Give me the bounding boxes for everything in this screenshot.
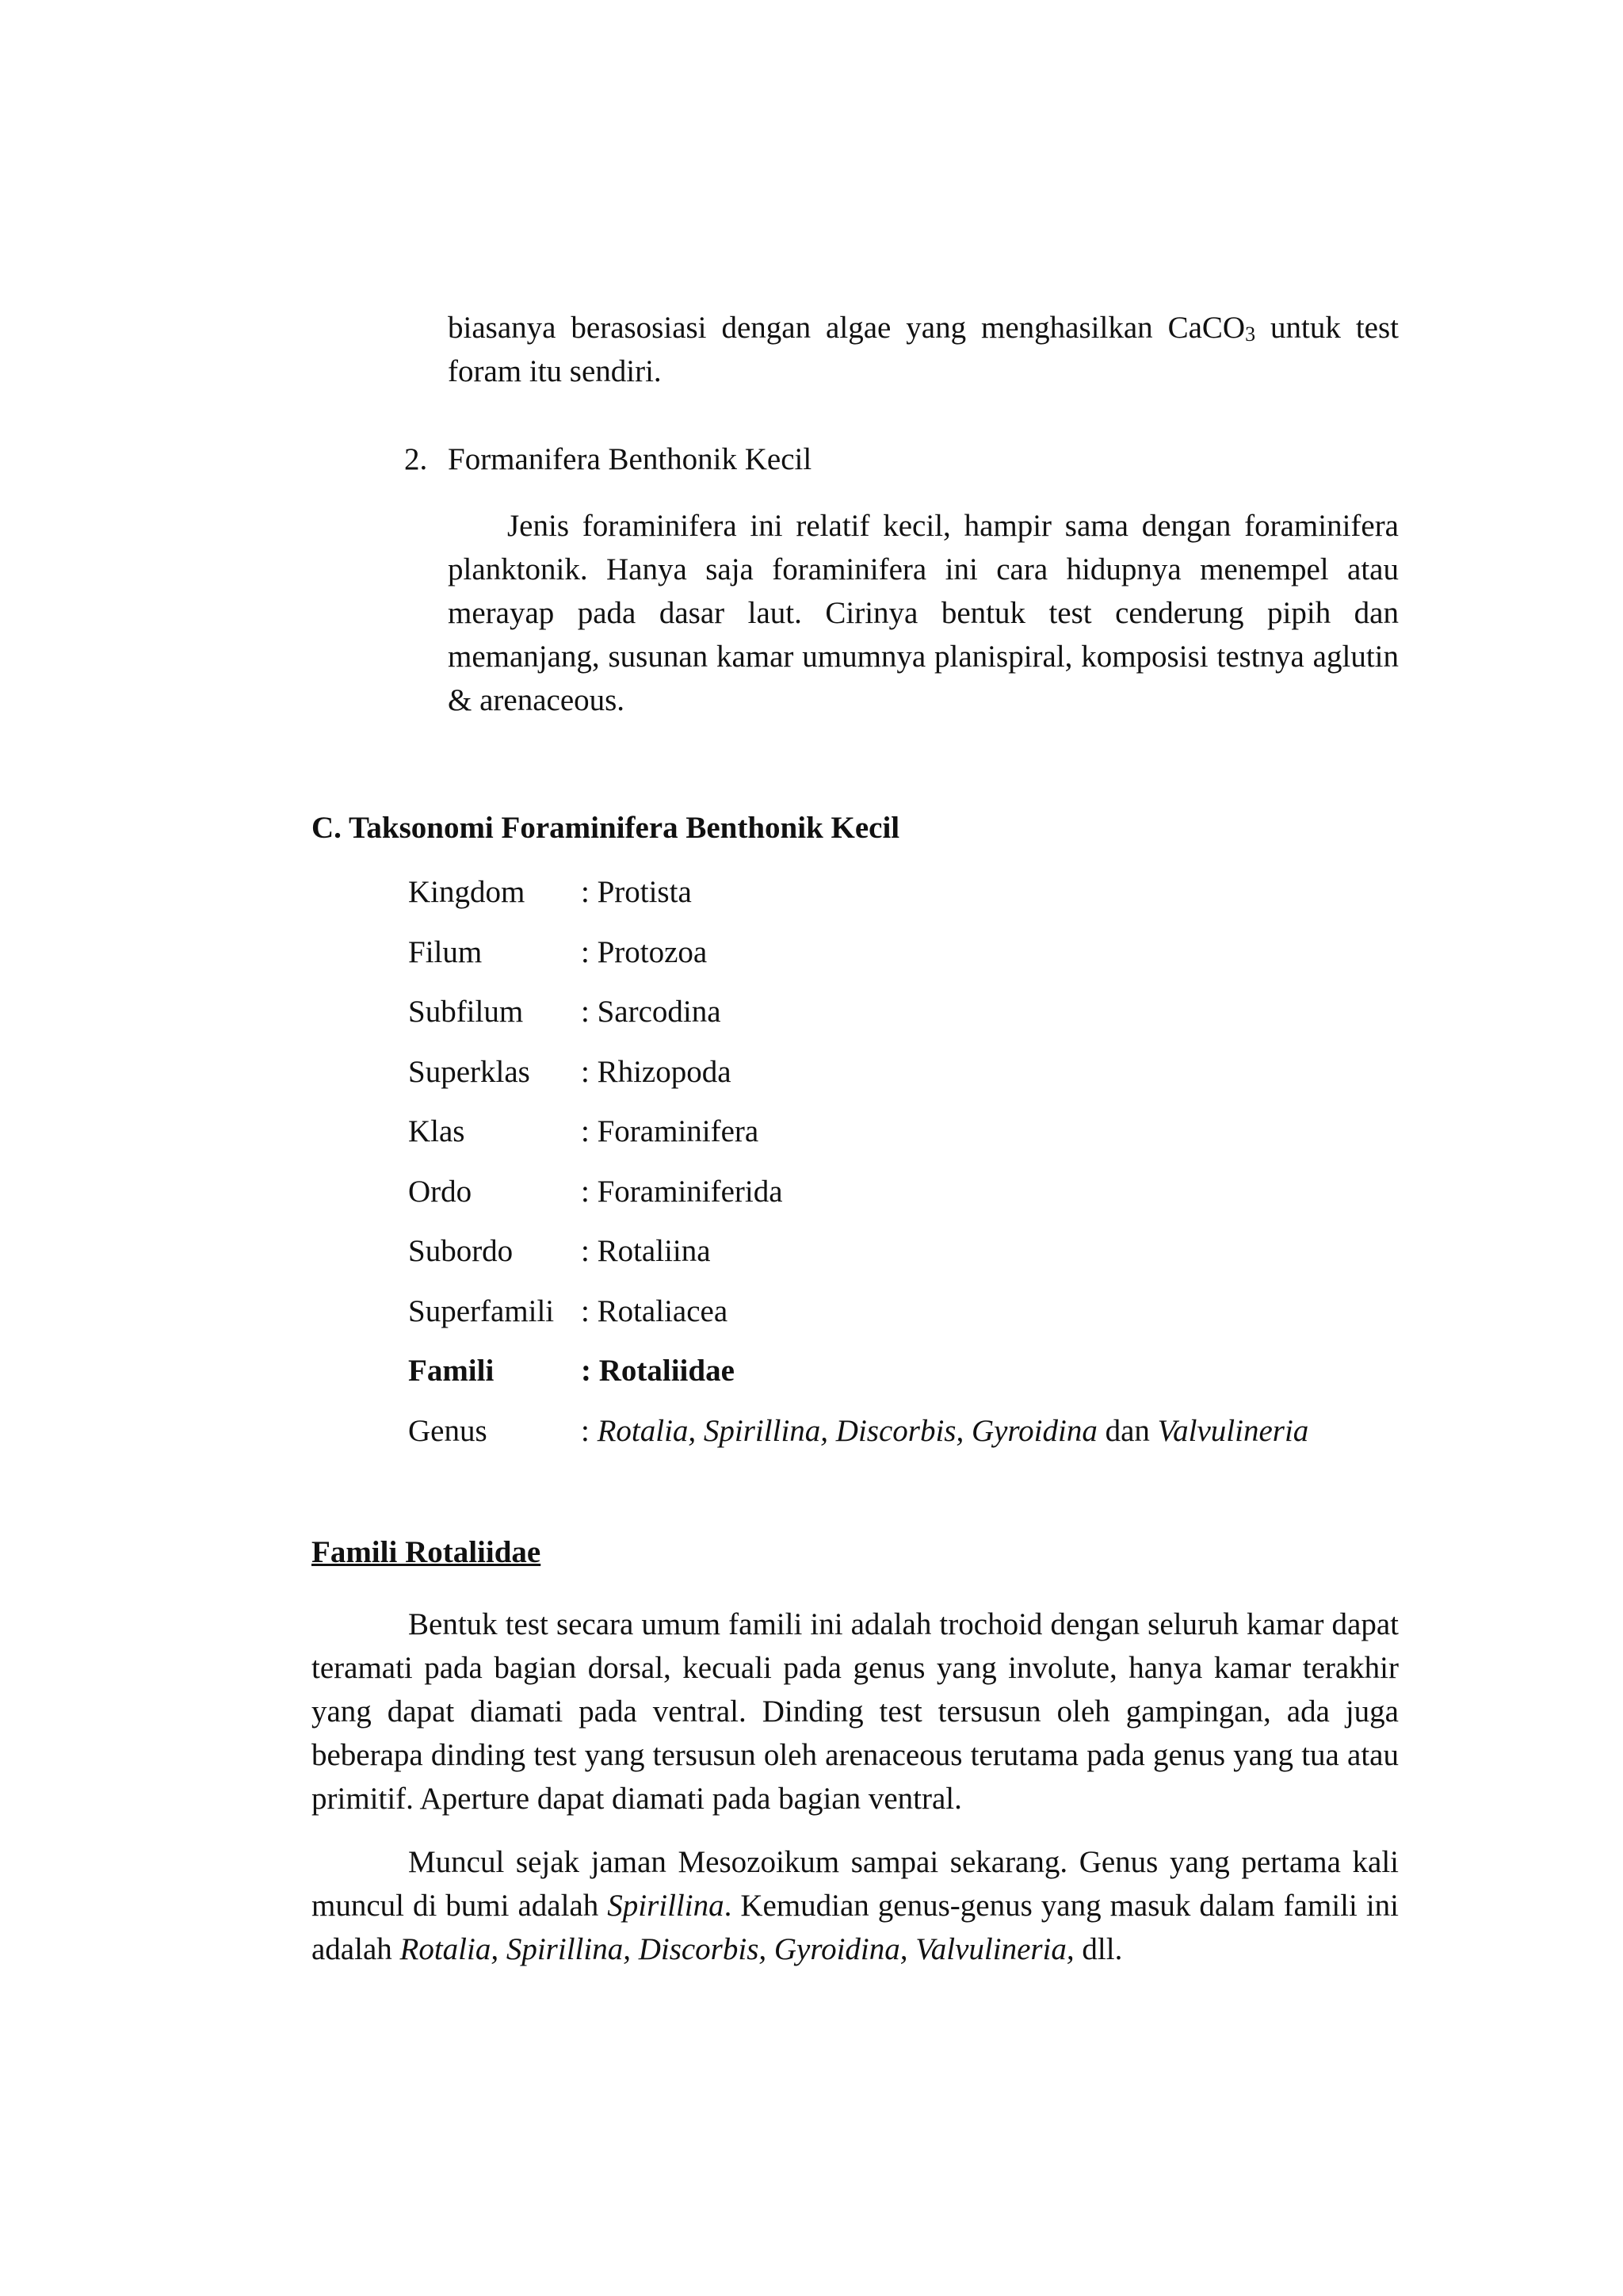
list-title: Formanifera Benthonik Kecil — [448, 442, 812, 476]
taxonomy-key: Kingdom — [408, 875, 525, 909]
paragraph-text: . Kemudian genus-genus yang masuk dalam famili ini adalah — [311, 1889, 1399, 1966]
taxonomy-value: : Foraminiferida — [581, 1174, 783, 1209]
taxonomy-row — [408, 1289, 1308, 1350]
taxonomy-value: : Rotaliacea — [581, 1293, 728, 1328]
taxonomy-value: : Protista — [581, 875, 692, 909]
taxonomy-row — [408, 1050, 1308, 1110]
taxonomy-value: : Rhizopoda — [581, 1054, 731, 1089]
taxonomy-row — [408, 870, 1308, 930]
taxonomy-row — [408, 930, 1308, 991]
list-item-title — [404, 437, 1403, 481]
list-number: 2. — [404, 442, 428, 476]
taxonomy-row — [408, 1170, 1308, 1230]
famili-paragraph-2 — [311, 1840, 1399, 1971]
taxonomy-key: Ordo — [408, 1174, 472, 1209]
famili-paragraph-1: Bentuk test secara umum famili ini adalah trochoid dengan seluruh kamar dapat teramati pada bagian dorsal, kecuali pada genus yang involute, hanya kamar terakhir yang dapat diamati pada ventral. Dinding test tersusun oleh gampingan, ada juga beberapa dinding test yang tersusun oleh arenaceous terutama pada genus yang tua atau primitif. Aperture dapat diamati pada bagian ventral. — [311, 1607, 1399, 1816]
genus-last: Valvulineria — [1157, 1413, 1309, 1448]
taxonomy-value — [581, 1414, 1308, 1448]
taxonomy-key: Subfilum — [408, 995, 524, 1029]
taxonomy-key: Filum — [408, 934, 483, 969]
taxonomy-value: : Protozoa — [581, 934, 708, 969]
taxonomy-key: Genus — [408, 1413, 487, 1448]
taxonomy-value: : Foraminifera — [581, 1114, 759, 1148]
taxonomy-table — [408, 870, 1308, 1469]
list-item-paragraph: Jenis foraminifera ini relatif kecil, hampir sama dengan foraminifera planktonik. Hanya saja foraminifera ini cara hidupnya menempel atau merayap pada dasar laut. Cirinya bentuk test cenderung pipih dan memanjang, susunan kamar umumnya planispiral, komposisi testnya aglutin & arenaceous. — [448, 509, 1399, 717]
taxonomy-row — [408, 990, 1308, 1050]
taxonomy-key: Subordo — [408, 1234, 514, 1268]
taxonomy-key: Superfamili — [408, 1293, 555, 1328]
taxonomy-row-highlighted — [408, 1349, 1308, 1409]
taxonomy-value: : Rotaliina — [581, 1234, 711, 1268]
taxonomy-row — [408, 1110, 1308, 1170]
paragraph-italic: Spirillina — [607, 1889, 724, 1923]
genus-conjunction: dan — [1097, 1413, 1158, 1448]
taxonomy-row-genus — [408, 1409, 1308, 1469]
intro-text: biasanya berasosiasi dengan algae yang menghasilkan CaCO — [448, 311, 1246, 345]
taxonomy-value: : Sarcodina — [581, 995, 721, 1029]
section-heading: C. Taksonomi Foraminifera Benthonik Kecil — [311, 811, 900, 845]
intro-text-end: untuk test foram itu sendiri. — [448, 311, 1399, 388]
taxonomy-row — [408, 1229, 1308, 1289]
taxonomy-value: : Rotaliidae — [581, 1354, 735, 1388]
paragraph-italic: Rotalia, Spirillina, Discorbis, Gyroidina, Valvulineria, — [399, 1932, 1075, 1966]
intro-paragraph — [448, 306, 1399, 393]
taxonomy-key: Famili — [408, 1354, 495, 1388]
taxonomy-key: Klas — [408, 1114, 465, 1148]
paragraph-text: Muncul sejak jaman Mesozoikum sampai sekarang. Genus yang pertama kali muncul di bumi adalah — [311, 1845, 1399, 1923]
genus-list: Rotalia, Spirillina, Discorbis, Gyroidina — [597, 1413, 1098, 1448]
taxonomy-key: Superklas — [408, 1054, 530, 1089]
famili-heading: Famili Rotaliidae — [311, 1535, 541, 1569]
genus-prefix: : — [581, 1413, 598, 1448]
intro-subscript: 3 — [1245, 323, 1256, 346]
paragraph-text: dll. — [1074, 1932, 1123, 1966]
